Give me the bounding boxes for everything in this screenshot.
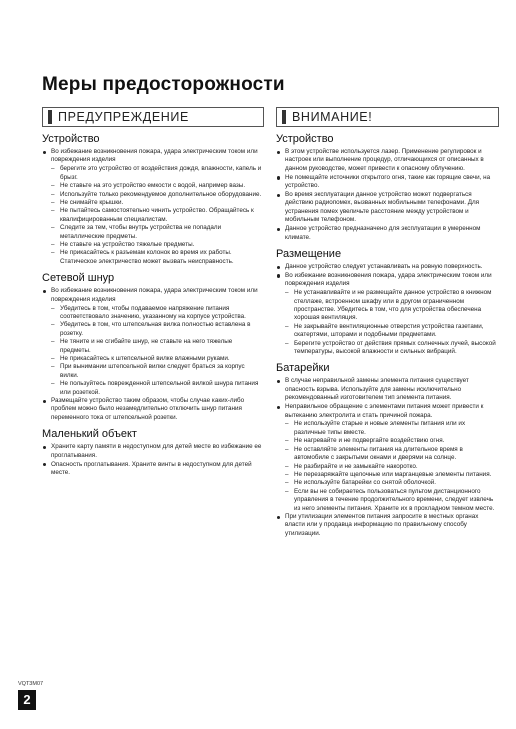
- bullet-text: Данное устройство предназначено для эксплуатации в умеренном климате.: [285, 225, 481, 241]
- section-title: Устройство: [42, 133, 100, 145]
- bullet-item: [276, 272, 498, 289]
- bullet-text: Данное устройство следует устанавливать на ровную поверхность.: [285, 262, 483, 270]
- section-title: Размещение: [276, 247, 342, 260]
- sub-item: – Не оставляйте элементы питания на длительное время в автомобиле с закрытыми окнами и дверями на солнце.: [276, 446, 498, 463]
- section-title: Батарейки: [276, 362, 330, 375]
- bullet-item: [42, 461, 262, 478]
- bullet-list: [276, 377, 498, 538]
- sub-item: – Не ставьте на это устройство емкости с водой, например вазы.: [42, 182, 262, 190]
- bullet-text: В случае неправильной замены элемента питания существует опасность взрыва. Используйте для замены исключительно рекомендованный изготовителем тип элемента питания.: [285, 377, 469, 402]
- bullet-item: [276, 174, 498, 191]
- bullet-text: Во избежание возникновения пожара, удара электрическим током или повреждения изделия: [51, 148, 258, 164]
- sub-item: – Используйте только рекомендуемое дополнительное оборудование.: [42, 191, 262, 199]
- bullet-item: [276, 377, 498, 402]
- sub-item: – Не закрывайте вентиляционные отверстия устройства газетами, скатертями, шторами и подобными предметами.: [276, 323, 498, 340]
- warning-banner: [42, 107, 264, 127]
- sub-item: – Берегите устройство от действия прямых солнечных лучей, высокой температуры, высокой влажности и сильных вибраций.: [276, 340, 498, 357]
- sub-item: – При вынимании штепсельной вилки следует браться за корпус вилки.: [42, 363, 262, 380]
- section-title: Устройство: [276, 133, 334, 145]
- sub-item: – Если вы не собираетесь пользоваться пультом дистанционного управления в течение продолжительного времени, следует извлечь из него элементы питания. Храните их в прохладном темном месте.: [276, 488, 498, 513]
- banner-bar-marker: [282, 110, 286, 124]
- sub-item: – берегите это устройство от воздействия дождя, влажности, капель и брызг.: [42, 165, 262, 182]
- bullet-list: [276, 148, 498, 242]
- banner-bar-marker: [48, 110, 52, 124]
- left-column: [42, 133, 262, 478]
- sub-item: – Убедитесь в том, чтобы подаваемое напряжение питания соответствовало значению, указанному на корпусе устройства.: [42, 305, 262, 322]
- sub-item: – Не прикасайтесь к штепсельной вилке влажными руками.: [42, 355, 262, 363]
- bullet-list: [42, 287, 262, 422]
- sub-item: – Не используйте батарейки со снятой оболочкой.: [276, 479, 498, 487]
- bullet-text: Во избежание возникновения пожара, удара электрическим током или повреждения изделия: [285, 271, 492, 288]
- sub-item: – Следите за тем, чтобы внутрь устройства не попадали металлические предметы.: [42, 224, 262, 241]
- caution-banner-label: ВНИМАНИЕ!: [292, 110, 373, 124]
- bullet-text: Во избежание возникновения пожара, удара электрическим током или повреждения изделия: [51, 287, 258, 303]
- bullet-list: [276, 263, 498, 356]
- caution-banner: [276, 107, 499, 127]
- bullet-item: [276, 403, 498, 420]
- bullet-item: [276, 148, 498, 173]
- bullet-text: Неправильное обращение с элементами питания может привести к вытеканию электролита и стать причиной пожара.: [285, 403, 484, 419]
- sub-item: – Не пытайтесь самостоятельно чинить устройство. Обращайтесь к квалифицированным специалистам.: [42, 207, 262, 224]
- sub-item: – Не устанавливайте и не размещайте данное устройство в книжном стеллаже, встроенном шкафу или в другом ограниченном пространстве. Убедитесь в том, что для устройства обеспечена хорошая вентиляция.: [276, 289, 498, 323]
- sub-item: – Не перезаряжайте щелочные или марганцевые элементы питания.: [276, 471, 498, 479]
- section-title: Маленький объект: [42, 428, 137, 441]
- model-code: VQT3M07: [18, 681, 44, 687]
- bullet-text: В этом устройстве используется лазер. Применение регулировок и настроек или выполнение процедур, отличающихся от описанных в данном руководстве, может привести к опасному облучению.: [285, 148, 484, 172]
- bullet-item: [276, 263, 498, 271]
- sub-item: – Не прикасайтесь к разъемам колонок во время их работы. Статическое электричество может вызвать неисправность.: [42, 249, 262, 266]
- bullet-text: Опасность проглатывания. Храните винты в недоступном для детей месте.: [51, 460, 252, 476]
- bullet-list: [42, 443, 262, 477]
- bullet-item: [42, 443, 262, 460]
- sub-item: – Не используйте старые и новые элементы питания или их различные типы вместе.: [276, 420, 498, 437]
- warning-banner-label: ПРЕДУПРЕЖДЕНИЕ: [58, 110, 189, 124]
- sub-item: – Не нагревайте и не подвергайте воздействию огня.: [276, 437, 498, 445]
- sub-item: – Не ставьте на устройство тяжелые предметы.: [42, 241, 262, 249]
- sub-item: – Не тяните и не сгибайте шнур, не ставьте на него тяжелые предметы.: [42, 338, 262, 355]
- page-number: 2: [18, 690, 36, 710]
- bullet-text: Размещайте устройство таким образом, чтобы случае каких-либо проблем можно было незамедлительно отключить шнур питания переменного тока от штепсельной розетки.: [51, 396, 245, 421]
- bullet-item: [42, 397, 262, 422]
- sub-item: – Не разбирайте и не замыкайте накоротко.: [276, 463, 498, 471]
- sub-item: – Не пользуйтесь поврежденной штепсельной вилкой шнура питания или розеткой.: [42, 380, 262, 397]
- bullet-text: Во время эксплуатации данное устройство может подвергаться действию радиопомех, вызванных мобильными телефонами. Для устранения помех увеличьте расстояние между устройством и мобильным телефоном.: [285, 191, 480, 224]
- bullet-list: [42, 148, 262, 266]
- section-title: Сетевой шнур: [42, 272, 115, 285]
- sub-item: – Убедитесь в том, что штепсельная вилка полностью вставлена в розетку.: [42, 321, 262, 338]
- right-column: [276, 133, 498, 539]
- bullet-text: Не помещайте источники открытого огня, такие как горящие свечи, на устройство.: [285, 173, 491, 190]
- bullet-item: [276, 191, 498, 225]
- page-title: Меры предосторожности: [42, 74, 285, 95]
- bullet-item: [276, 513, 498, 538]
- bullet-text: Храните карту памяти в недоступном для детей месте во избежание ее проглатывания.: [51, 443, 262, 459]
- bullet-item: [42, 287, 262, 304]
- bullet-item: [276, 225, 498, 242]
- bullet-item: [42, 148, 262, 165]
- sub-item: – Не снимайте крышки.: [42, 199, 262, 207]
- bullet-text: При утилизации элементов питания запросите в местных органах власти или у продавца информацию по правильному способу утилизации.: [285, 512, 479, 537]
